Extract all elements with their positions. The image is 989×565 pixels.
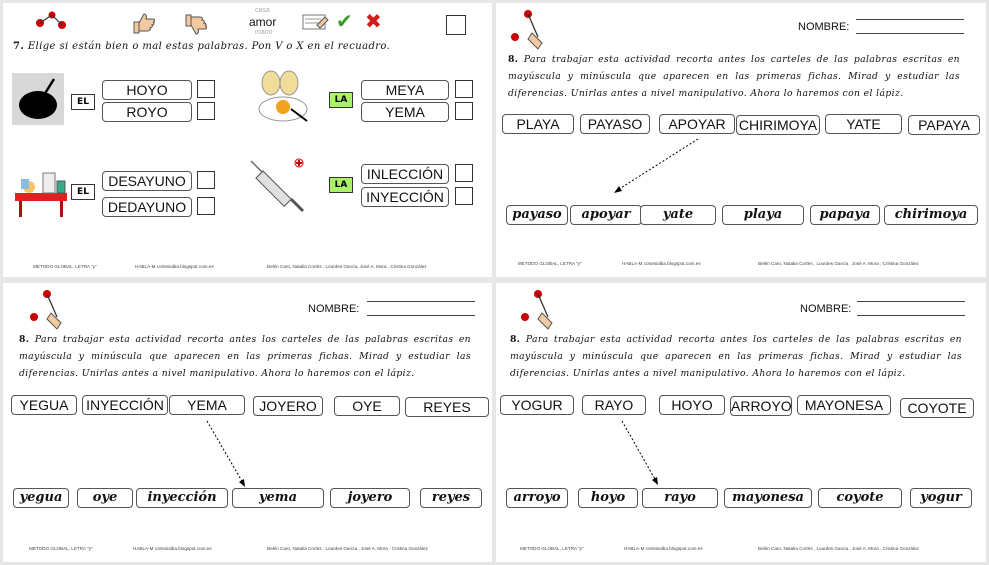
lower-word-card[interactable]: payaso xyxy=(506,205,568,225)
word-option: INYECCIÓN xyxy=(361,187,449,207)
check-icon: ✔ xyxy=(336,9,353,33)
lower-word-card[interactable]: joyero xyxy=(330,488,410,508)
lower-word-card[interactable]: chirimoya xyxy=(884,205,978,225)
instruction-body: Para trabajar esta actividad recorta antes los carteles de las palabras escritas en mayúscula y minúscula que aparecen en las primeras fichas. Mirad y estudiar las diferencias. Unirlas antes a nivel manipulativo. Ahora lo haremos con el lápiz. xyxy=(510,334,962,379)
instruction-text xyxy=(508,51,960,102)
upper-word-card[interactable]: OYE xyxy=(334,396,400,416)
footer-left: METODO GLOBAL, LETRA "y" xyxy=(29,546,93,551)
lower-word-card[interactable]: playa xyxy=(722,205,804,225)
worksheet-panel-8b xyxy=(3,283,492,562)
word-option: HOYO xyxy=(102,80,192,100)
footer-left: METODO GLOBAL, LETRA "y" xyxy=(33,264,97,269)
cross-icon: ✖ xyxy=(365,9,382,33)
example-arrow xyxy=(203,419,253,489)
instruction-number: 8. xyxy=(508,54,519,65)
footer-middle: HABLA-M cortesialba.blogspot.com.es xyxy=(622,261,701,266)
hole-picture xyxy=(12,73,64,125)
worksheet-panel-8c xyxy=(496,283,986,562)
article-la-1: LA xyxy=(329,92,353,108)
upper-word-card[interactable]: RAYO xyxy=(582,395,646,415)
answer-box[interactable] xyxy=(455,80,473,98)
nombre-line[interactable] xyxy=(367,301,475,302)
answer-box[interactable] xyxy=(455,164,473,182)
upper-word-card[interactable]: JOYERO xyxy=(253,396,323,416)
upper-word-card[interactable]: YATE xyxy=(825,114,902,134)
word-option: DESAYUNO xyxy=(102,171,192,191)
footer-left: METODO GLOBAL, LETRA "y" xyxy=(518,261,582,266)
lower-word-card[interactable]: rayo xyxy=(642,488,718,508)
thumbs-down-icon xyxy=(183,13,209,37)
footer-right: Belén Caro, Natalia Cortés , Lourdes García , José A. Mora , Cristina González xyxy=(267,546,428,551)
instruction-text xyxy=(19,331,471,382)
nombre-label: NOMBRE: xyxy=(800,303,852,315)
instruction-number: 8. xyxy=(510,334,521,345)
nombre-line[interactable] xyxy=(367,315,475,316)
upper-word-card[interactable]: PAPAYA xyxy=(908,115,980,135)
header-word-middle: amor xyxy=(249,15,277,29)
upper-word-card[interactable]: MAYONESA xyxy=(797,395,891,415)
exercise-title-text: Elige si están bien o mal estas palabras. Pon V o X en el recuadro. xyxy=(27,41,391,52)
nombre-line[interactable] xyxy=(857,301,965,302)
footer-middle: HABLA-M cortesialba.blogspot.com.es xyxy=(624,546,703,551)
upper-word-card[interactable]: PLAYA xyxy=(502,114,574,134)
instruction-body: Para trabajar esta actividad recorta antes los carteles de las palabras escritas en mayúscula y minúscula que aparecen en las primeras fichas. Mirad y estudiar las diferencias. Unirlas antes a nivel manipulativo. Ahora lo haremos con el lápiz. xyxy=(508,54,960,99)
lower-word-card[interactable]: hoyo xyxy=(578,488,638,508)
footer-middle: HABLA-M cortesialba.blogspot.com.es xyxy=(135,264,214,269)
upper-word-card[interactable]: APOYAR xyxy=(659,114,735,134)
footer-right: Belén Caro, Natalia Cortés , Lourdes García , José A. Mora , Cristina González xyxy=(758,261,919,266)
activity-pictogram-icon xyxy=(29,287,69,331)
upper-word-card[interactable]: COYOTE xyxy=(900,398,974,418)
upper-word-card[interactable]: REYES xyxy=(405,397,489,417)
footer-left: METODO GLOBAL, LETRA "y" xyxy=(520,546,584,551)
word-option: YEMA xyxy=(361,102,449,122)
lower-word-card[interactable]: yema xyxy=(232,488,324,508)
activity-pictogram-icon xyxy=(510,7,550,51)
upper-word-card[interactable]: ARROYO xyxy=(731,398,792,414)
activity-pictogram-icon xyxy=(520,287,560,331)
lower-word-card[interactable]: coyote xyxy=(818,488,902,508)
answer-box[interactable] xyxy=(197,171,215,189)
example-arrow xyxy=(618,419,668,489)
lower-word-card[interactable]: yogur xyxy=(910,488,972,508)
word-option: MEYA xyxy=(361,80,449,100)
upper-word-card[interactable]: HOYO xyxy=(659,395,725,415)
article-el-1: EL xyxy=(71,94,95,110)
footer-middle: HABLA-M cortesialba.blogspot.com.es xyxy=(133,546,212,551)
upper-word-card[interactable]: PAYASO xyxy=(580,114,650,134)
lower-word-card[interactable]: yegua xyxy=(13,488,69,508)
lower-word-card[interactable]: mayonesa xyxy=(724,488,812,508)
header-word-bottom: mano xyxy=(255,29,273,36)
article-la-2: LA xyxy=(329,177,353,193)
nombre-line[interactable] xyxy=(857,315,965,316)
nombre-line[interactable] xyxy=(856,33,964,34)
answer-box[interactable] xyxy=(197,197,215,215)
upper-word-card[interactable]: CHIRIMOYA xyxy=(736,115,820,135)
lower-word-card[interactable]: inyección xyxy=(136,488,228,508)
activity-pictogram-icon xyxy=(35,11,69,33)
upper-word-card[interactable]: YEGUA xyxy=(11,395,77,415)
thumbs-up-icon xyxy=(131,11,157,35)
lower-word-card[interactable]: oye xyxy=(77,488,133,508)
exercise-title xyxy=(13,41,390,52)
nombre-label: NOMBRE: xyxy=(308,303,360,315)
writing-hand-icon xyxy=(301,11,331,35)
answer-box[interactable] xyxy=(455,187,473,205)
word-option: ROYO xyxy=(102,102,192,122)
worksheet-panel-7 xyxy=(3,3,492,277)
breakfast-picture xyxy=(13,163,69,219)
upper-word-card[interactable]: YOGUR xyxy=(500,395,574,415)
answer-box[interactable] xyxy=(197,102,215,120)
nombre-line[interactable] xyxy=(856,19,964,20)
header-answer-box[interactable] xyxy=(446,15,466,35)
instruction-body: Para trabajar esta actividad recorta antes los carteles de las palabras escritas en mayúscula y minúscula que aparecen en las primeras fichas. Mirad y estudiar las diferencias. Unirlas antes a nivel manipulativo. Ahora lo haremos con el lápiz. xyxy=(19,334,471,379)
worksheet-panel-8a xyxy=(496,3,986,277)
word-option: INLECCIÓN xyxy=(361,164,449,184)
egg-yolk-picture xyxy=(255,69,313,125)
upper-word-card[interactable]: YEMA xyxy=(169,395,245,415)
exercise-number: 7. xyxy=(13,41,25,52)
nombre-label: NOMBRE: xyxy=(798,21,850,33)
word-option: DEDAYUNO xyxy=(102,197,192,217)
syringe-picture xyxy=(249,157,311,215)
answer-box[interactable] xyxy=(197,80,215,98)
lower-word-card[interactable]: apoyar xyxy=(570,205,642,225)
upper-word-card[interactable]: INYECCIÓN xyxy=(82,395,168,415)
example-arrow xyxy=(606,137,706,197)
answer-box[interactable] xyxy=(455,102,473,120)
instruction-number: 8. xyxy=(19,334,30,345)
header-word-top: casa xyxy=(255,7,270,14)
lower-word-card[interactable]: reyes xyxy=(420,488,482,508)
lower-word-card[interactable]: arroyo xyxy=(506,488,568,508)
footer-right: Belén Caro, Natalia Cortés , Lourdes García , José A. Mora , Cristina González xyxy=(758,546,919,551)
footer-right: Belén Caro, Natalia Cortés , Lourdes García, José A. Mora , Cristina González xyxy=(267,264,427,269)
article-el-2: EL xyxy=(71,184,95,200)
instruction-text xyxy=(510,331,962,382)
lower-word-card[interactable]: yate xyxy=(640,205,716,225)
lower-word-card[interactable]: papaya xyxy=(810,205,880,225)
